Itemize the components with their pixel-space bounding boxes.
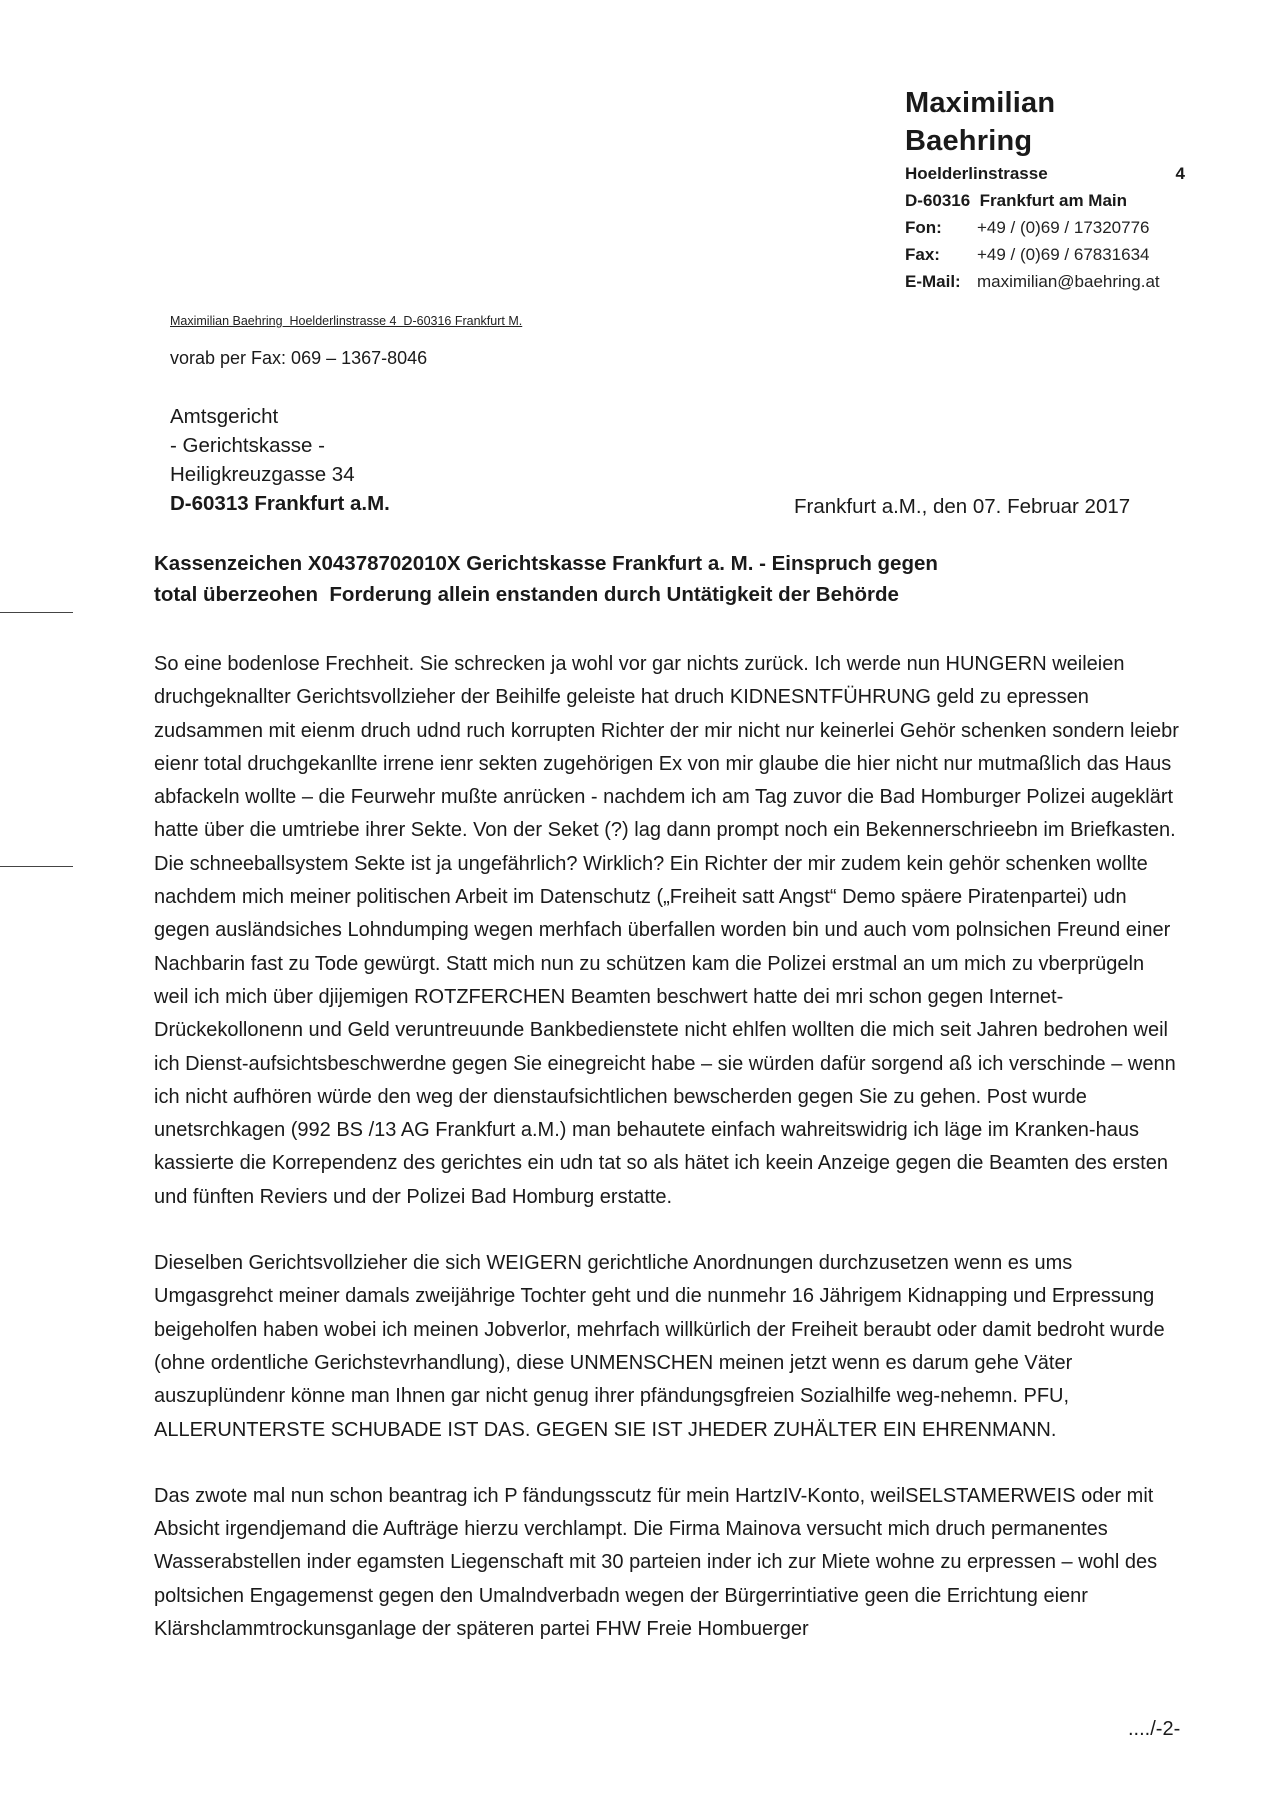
sender-city: D-60316 Frankfurt am Main xyxy=(905,191,1128,210)
return-address-line: Maximilian Baehring Hoelderlinstrasse 4 D-60316 Frankfurt M. xyxy=(170,314,523,328)
email-value: maximilian@baehring.at xyxy=(977,272,1160,291)
letter-body xyxy=(154,648,1184,1679)
sender-city-row xyxy=(905,187,1185,214)
page-continuation: ..../-2- xyxy=(1128,1718,1181,1740)
recipient-city: D-60313 Frankfurt a.M. xyxy=(170,492,390,515)
sender-fax xyxy=(905,241,1185,268)
subject-line-2: total überzeohen Forderung allein enstanden durch Untätigkeit der Behörde xyxy=(154,583,899,606)
fold-mark-top xyxy=(0,612,73,613)
sender-block xyxy=(905,84,1185,295)
sender-house-number: 4 xyxy=(1175,164,1185,183)
sender-street-row xyxy=(905,160,1185,187)
email-label: E-Mail: xyxy=(905,272,961,291)
fax-label: Fax: xyxy=(905,245,940,264)
sender-email xyxy=(905,268,1185,295)
body-paragraph: Das zwote mal nun schon beantrag ich P fändungsscutz für mein HartzIV-Konto, weilSELSTAMERWEIS oder mit Absicht irgendjemand die Aufträge hierzu verchlampt. Die Firma Mainova versucht mich druch permanentes Wasserabstellen inder egamsten Liegenschaft mit 30 parteien inder ich zur Miete wohne zu erpressen – wohl des poltsichen Engagemenst gegen den Umalndverbadn wegen der Bürgerrintiative geen die Errichtung eienr Klärshclammtrockunsganlage der späteren partei FHW Freie Hombuerger xyxy=(154,1484,1158,1641)
date-line: Frankfurt a.M., den 07. Februar 2017 xyxy=(794,495,1131,518)
fax-value: +49 / (0)69 / 67831634 xyxy=(977,245,1150,264)
fax-notice: vorab per Fax: 069 – 1367-8046 xyxy=(170,348,428,368)
recipient-line: Amtsgericht xyxy=(170,405,279,428)
recipient-line: - Gerichtskasse - xyxy=(170,434,325,457)
phone-value: +49 / (0)69 / 17320776 xyxy=(977,218,1150,237)
body-paragraph: So eine bodenlose Frechheit. Sie schrecken ja wohl vor gar nichts zurück. Ich werde nun HUNGERN weileien druchgeknallter Gerichtsvollzieher der Beihilfe geleiste hat druch KIDNESNTFÜHRUNG geld zu epressen zudsammen mit eienm druch udnd ruch korrupten Richter der mir nicht nur keinerlei Gehör schenken sondern leiebr eienr total druchgekanllte irrene ienr sekten zugehörigen Ex von mir glaube die hier nicht nur mutmaßlich das Haus abfackeln wollte – die Feurwehr mußte anrücken - nachdem ich am Tag zuvor die Bad Homburger Polizei augeklärt hatte über die umtriebe ihrer Sekte. Von der Seket (?) lag dann prompt noch ein Bekennerschrieebn im Briefkasten. Die schneeballsystem Sekte ist ja ungefährlich? Wirklich? Ein Richter der mir zudem kein gehör schenken wollte nachdem mich meiner politischen Arbeit im Datenschutz („Freiheit satt Angst“ Demo späere Piratenpartei) udn gegen ausländsiches Lohndumping wegen merhfach überfallen worden bin und auch vom polnsichen Freund einer Nachbarin fast zu Tode gewürgt. Statt mich nun zu schützen kam die Polizei erstmal an um mich zu vberprügeln weil ich mich über djijemigen ROTZFERCHEN Beamten beschwert hatte dei mri schon gegen Internet-Drückekollonenn und Geld veruntreuunde Bankbedienstete nicht ehlfen wollten die mich seit Jahren bedrohen weil ich Dienst-aufsichtsbeschwerdne gegen Sie einegreicht habe – sie würden dafür sorgend aß ich verschinde – wenn ich nicht aufhören würde den weg der dienstaufsichtlichen bewscherden gegen Sie zu gehen. Post wurde unetsrchkagen (992 BS /13 AG Frankfurt a.M.) man behautete einfach wahreitswidrig ich läge im Kranken-haus kassierte die Korrependenz des gerichtes ein udn tat so als hätet ich keein Anzeige gegen die Beamten des ersten und fünften Reviers und der Polizei Bad Homburg erstatte. xyxy=(154,653,1179,1208)
sender-name: Maximilian Baehring xyxy=(905,87,1056,157)
phone-label: Fon: xyxy=(905,218,942,237)
fold-mark-middle xyxy=(0,866,73,867)
sender-phone xyxy=(905,214,1185,241)
sender-street: Hoelderlinstrasse xyxy=(905,164,1048,183)
subject-line xyxy=(154,548,1174,610)
body-paragraph: Dieselben Gerichtsvollzieher die sich WEIGERN gerichtliche Anordnungen durchzusetzen wenn es ums Umgasgrehct meiner damals zweijährige Tochter geht und die nunmehr 16 Jährigem Kidnapping und Erpressung beigeholfen haben wobei ich meinen Jobverlor, mehrfach willkürlich der Freiheit beraubt oder damit bedroht wurde (ohne ordentliche Gerichstevrhandlung), diese UNMENSCHEN meinen jetzt wenn es darum gehe Väter auszuplündenr könne man Ihnen gar nicht genug ihrer pfändungsgfreien Sozialhilfe weg-nehemn. PFU, ALLERUNTERSTE SCHUBADE IST DAS. GEGEN SIE IST JHEDER ZUHÄLTER EIN EHRENMANN. xyxy=(154,1252,1165,1441)
recipient-address xyxy=(170,402,390,518)
recipient-line: Heiligkreuzgasse 34 xyxy=(170,463,355,486)
subject-line-1: Kassenzeichen X04378702010X Gerichtskasse Frankfurt a. M. - Einspruch gegen xyxy=(154,552,938,575)
